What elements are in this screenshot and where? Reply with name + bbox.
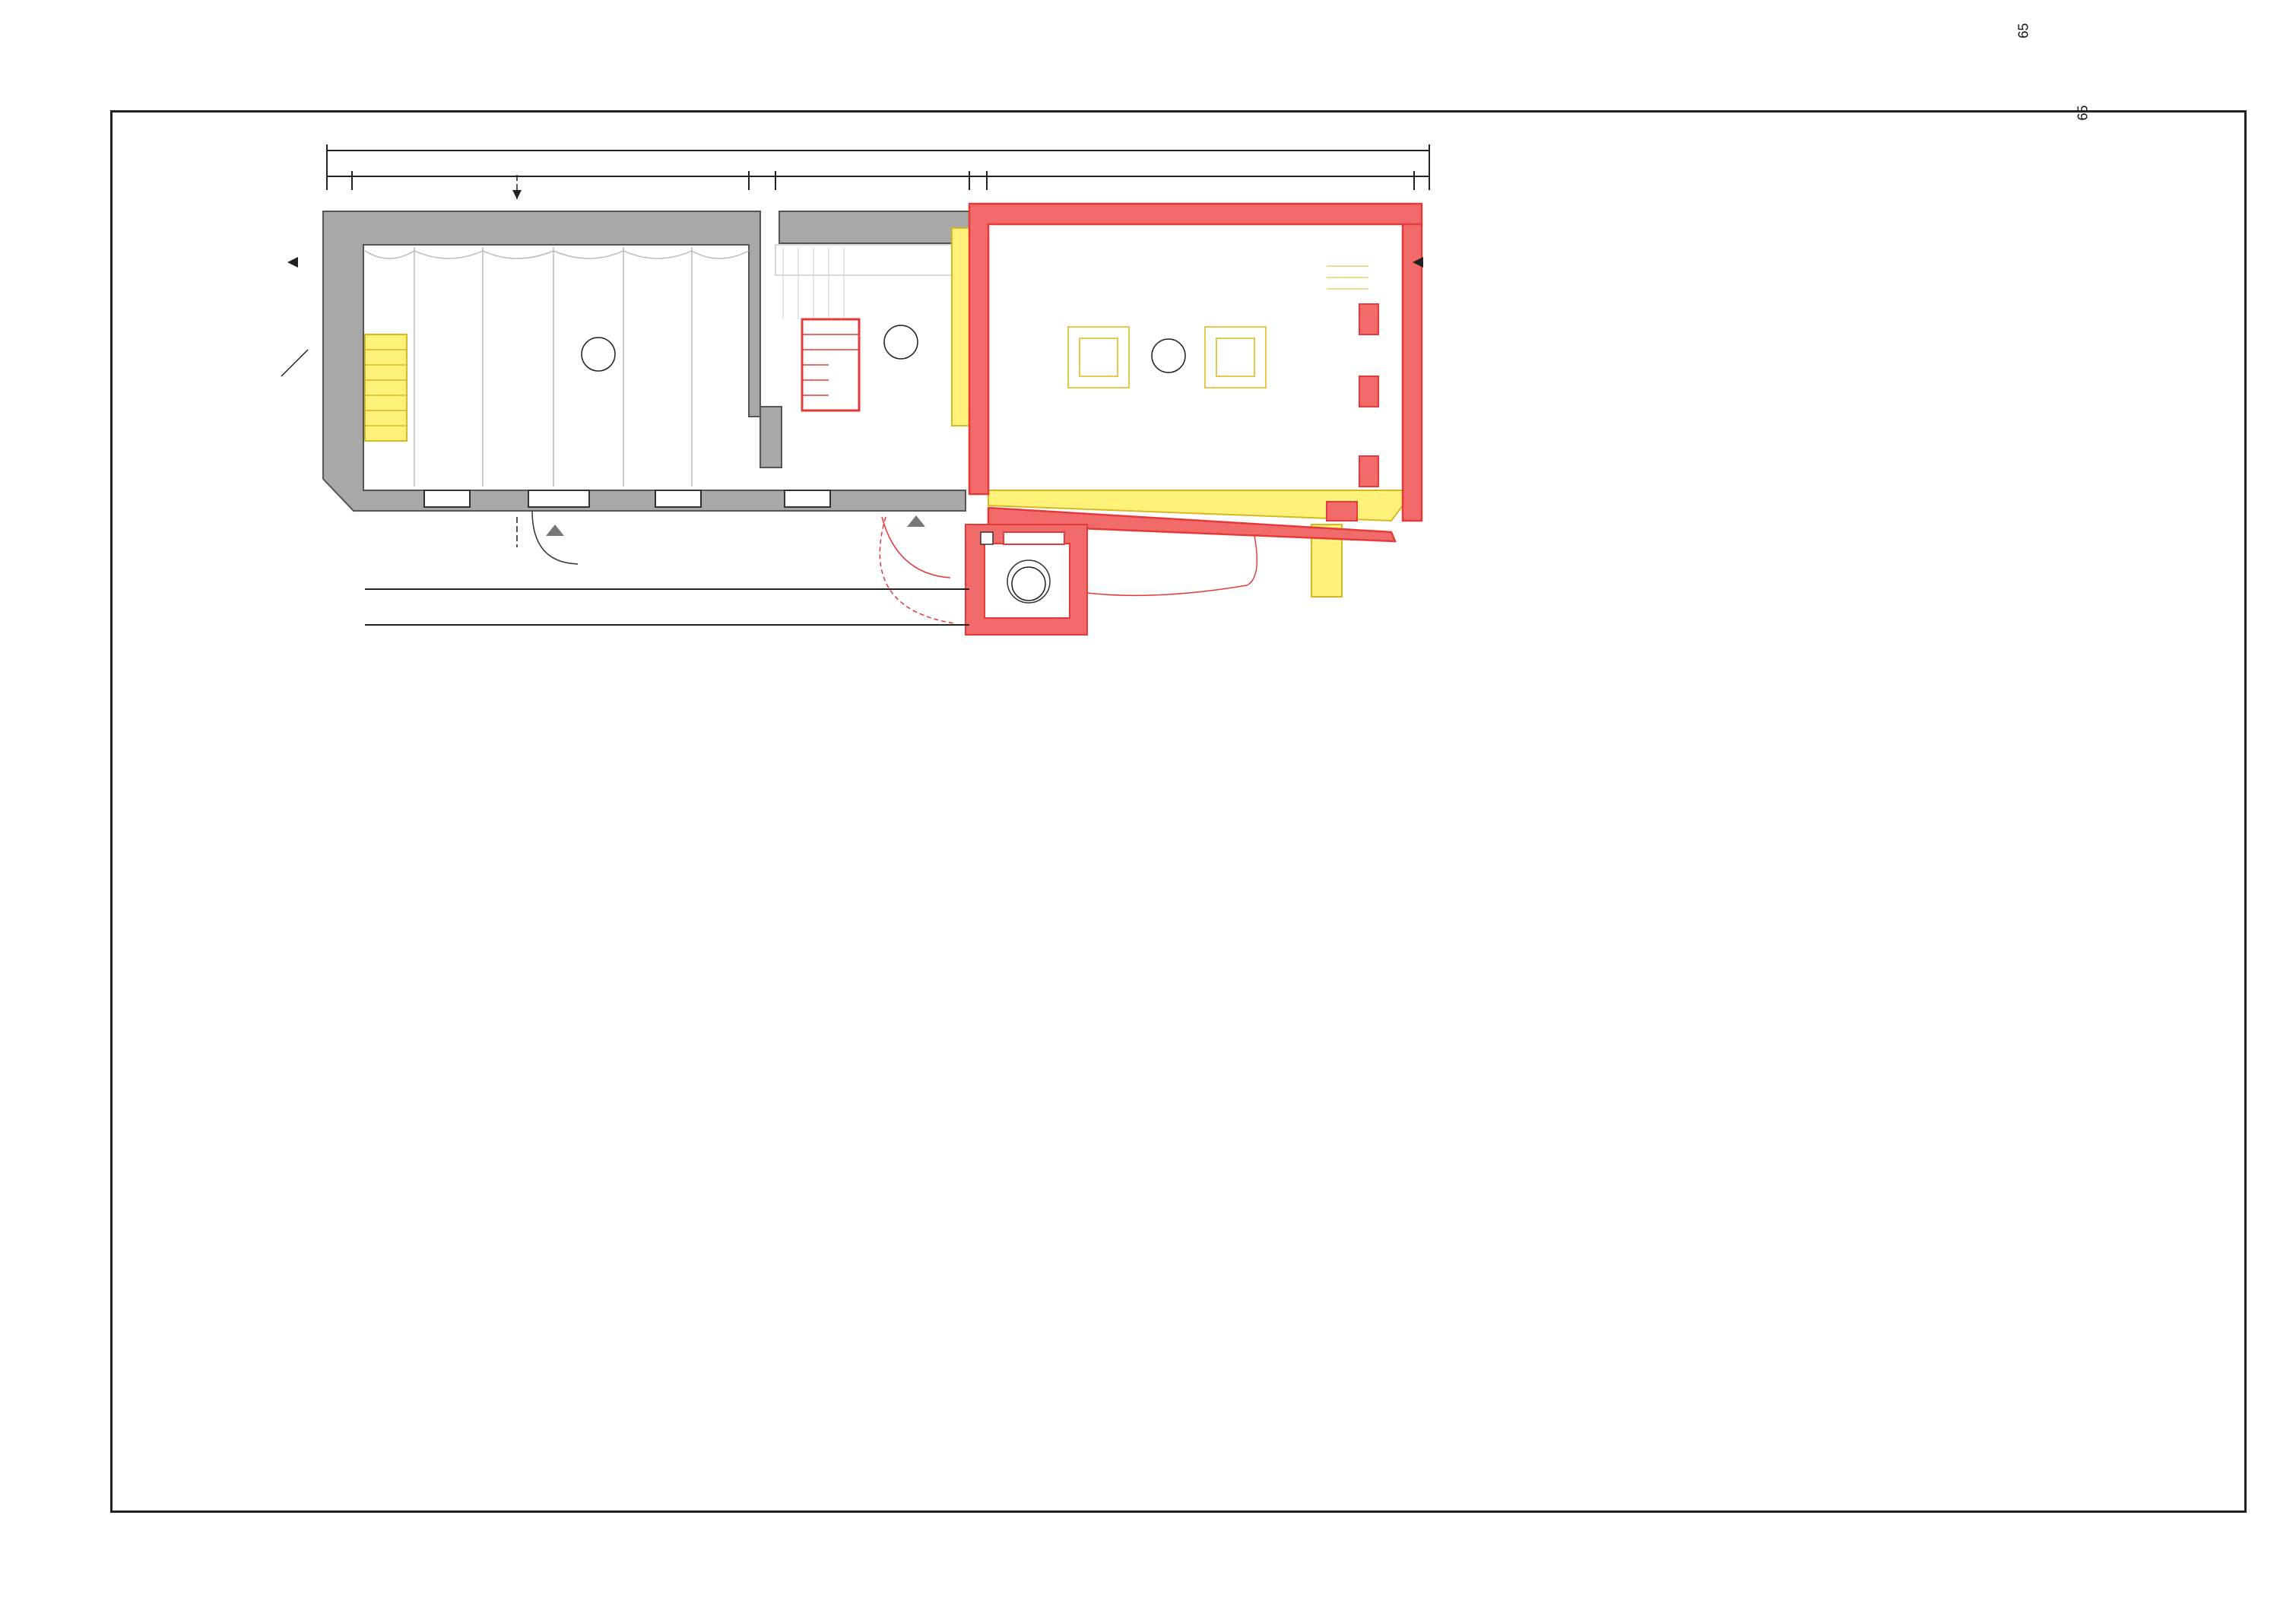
page-mark: 65	[2075, 105, 2091, 121]
plan-erdgeschoss	[281, 144, 1429, 635]
page-mark: 65	[2015, 23, 2031, 39]
